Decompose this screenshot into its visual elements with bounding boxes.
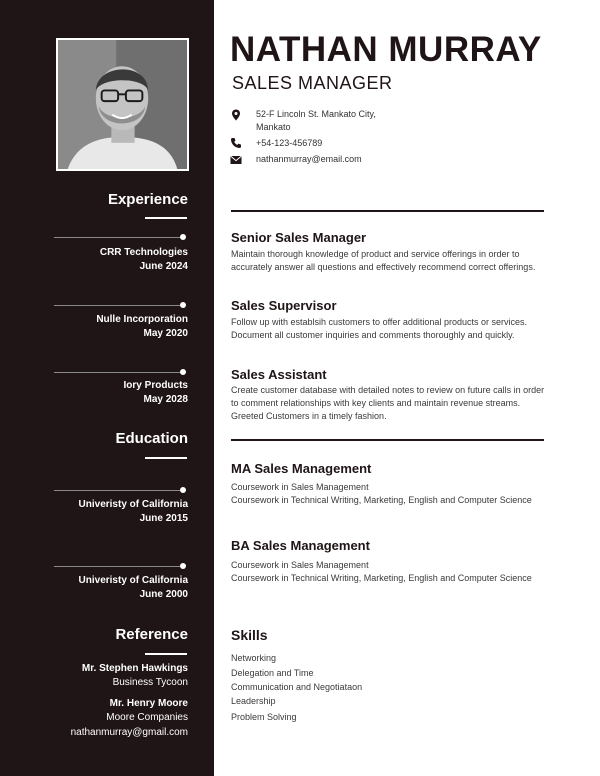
experience-item — [13, 313, 188, 341]
email-text[interactable]: nathanmurray@email.com — [256, 154, 362, 164]
contact-address — [230, 108, 430, 136]
experience-company: Iory Products — [123, 380, 188, 391]
job-title: Sales Supervisor — [231, 298, 337, 313]
timeline-dot — [180, 369, 186, 375]
timeline-line — [54, 237, 180, 238]
phone-text: +54-123-456789 — [256, 138, 323, 148]
sidebar — [0, 0, 214, 776]
timeline-dot — [180, 302, 186, 308]
timeline-line — [54, 490, 180, 491]
timeline-line — [54, 566, 180, 567]
experience-item — [13, 379, 188, 407]
education-heading: Education — [115, 430, 188, 447]
education-date: June 2000 — [139, 589, 188, 600]
skills-heading: Skills — [231, 627, 268, 643]
location-pin-icon — [230, 109, 242, 121]
skill-item: Networking — [231, 653, 277, 663]
experience-heading: Experience — [107, 191, 188, 208]
candidate-role: SALES MANAGER — [232, 73, 393, 93]
education-item — [13, 498, 188, 526]
experience-underline — [145, 217, 187, 219]
degree-coursework: Coursework in Sales Management — [231, 482, 369, 492]
experience-company: CRR Technologies — [99, 247, 188, 258]
degree-coursework: Coursework in Technical Writing, Marketing, English and Computer Science — [231, 573, 532, 583]
education-school: Univeristy of California — [78, 499, 188, 510]
reference-item — [0, 662, 188, 690]
address-text: 52-F Lincoln St. Mankato City, Mankato — [256, 109, 376, 132]
skill-item: Leadership — [231, 696, 276, 706]
section-divider — [231, 210, 544, 212]
reference-name: Mr. Stephen Hawkings — [81, 663, 188, 674]
envelope-icon — [230, 154, 242, 166]
experience-date: June 2024 — [139, 261, 188, 272]
job-description: Maintain thorough knowledge of product and service offerings in order to accurately answer all questions and effectively recommend correct offerings. — [231, 249, 536, 272]
reference-email[interactable]: nathanmurray@gmail.com — [70, 727, 188, 738]
timeline-line — [54, 372, 180, 373]
reference-org: Moore Companies — [106, 712, 188, 723]
education-school: Univeristy of California — [78, 575, 188, 586]
experience-item — [13, 246, 188, 274]
timeline-dot — [180, 234, 186, 240]
experience-date: May 2028 — [143, 394, 188, 405]
reference-heading: Reference — [115, 626, 188, 643]
main-content — [214, 0, 600, 776]
job-title: Sales Assistant — [231, 367, 327, 382]
job-description: Follow up with establsih customers to offer additional products or services. Document all customer inquiries and comments thoroughly and quickly. — [231, 317, 527, 340]
education-item — [13, 574, 188, 602]
profile-photo-image — [58, 40, 187, 169]
experience-date: May 2020 — [143, 328, 188, 339]
job-description: Create customer database with detailed notes to review on future calls in order to comment relationships with key clients and maintain revenue streams. Greeted Customers in a timely fashion. — [231, 385, 545, 421]
reference-name: Mr. Henry Moore — [109, 698, 188, 709]
skill-item: Communication and Negotiataon — [231, 682, 363, 692]
education-underline — [145, 457, 187, 459]
timeline-dot — [180, 487, 186, 493]
timeline-dot — [180, 563, 186, 569]
education-date: June 2015 — [139, 513, 188, 524]
skill-item: Problem Solving — [231, 712, 297, 722]
timeline-line — [54, 305, 180, 306]
section-divider — [231, 439, 544, 441]
experience-company: Nulle Incorporation — [96, 314, 188, 325]
contact-phone — [230, 137, 430, 151]
reference-underline — [145, 653, 187, 655]
reference-org: Business Tycoon — [112, 677, 188, 688]
degree-coursework: Coursework in Sales Management — [231, 560, 369, 570]
job-title: Senior Sales Manager — [231, 230, 367, 245]
degree-title: BA Sales Management — [231, 538, 370, 553]
profile-photo — [56, 38, 189, 171]
degree-coursework: Coursework in Technical Writing, Marketing, English and Computer Science — [231, 495, 532, 505]
degree-title: MA Sales Management — [231, 461, 372, 476]
reference-item — [0, 697, 188, 725]
skill-item: Delegation and Time — [231, 668, 314, 678]
contact-email — [230, 153, 430, 167]
phone-icon — [230, 137, 242, 149]
candidate-name: NATHAN MURRAY — [230, 30, 542, 69]
